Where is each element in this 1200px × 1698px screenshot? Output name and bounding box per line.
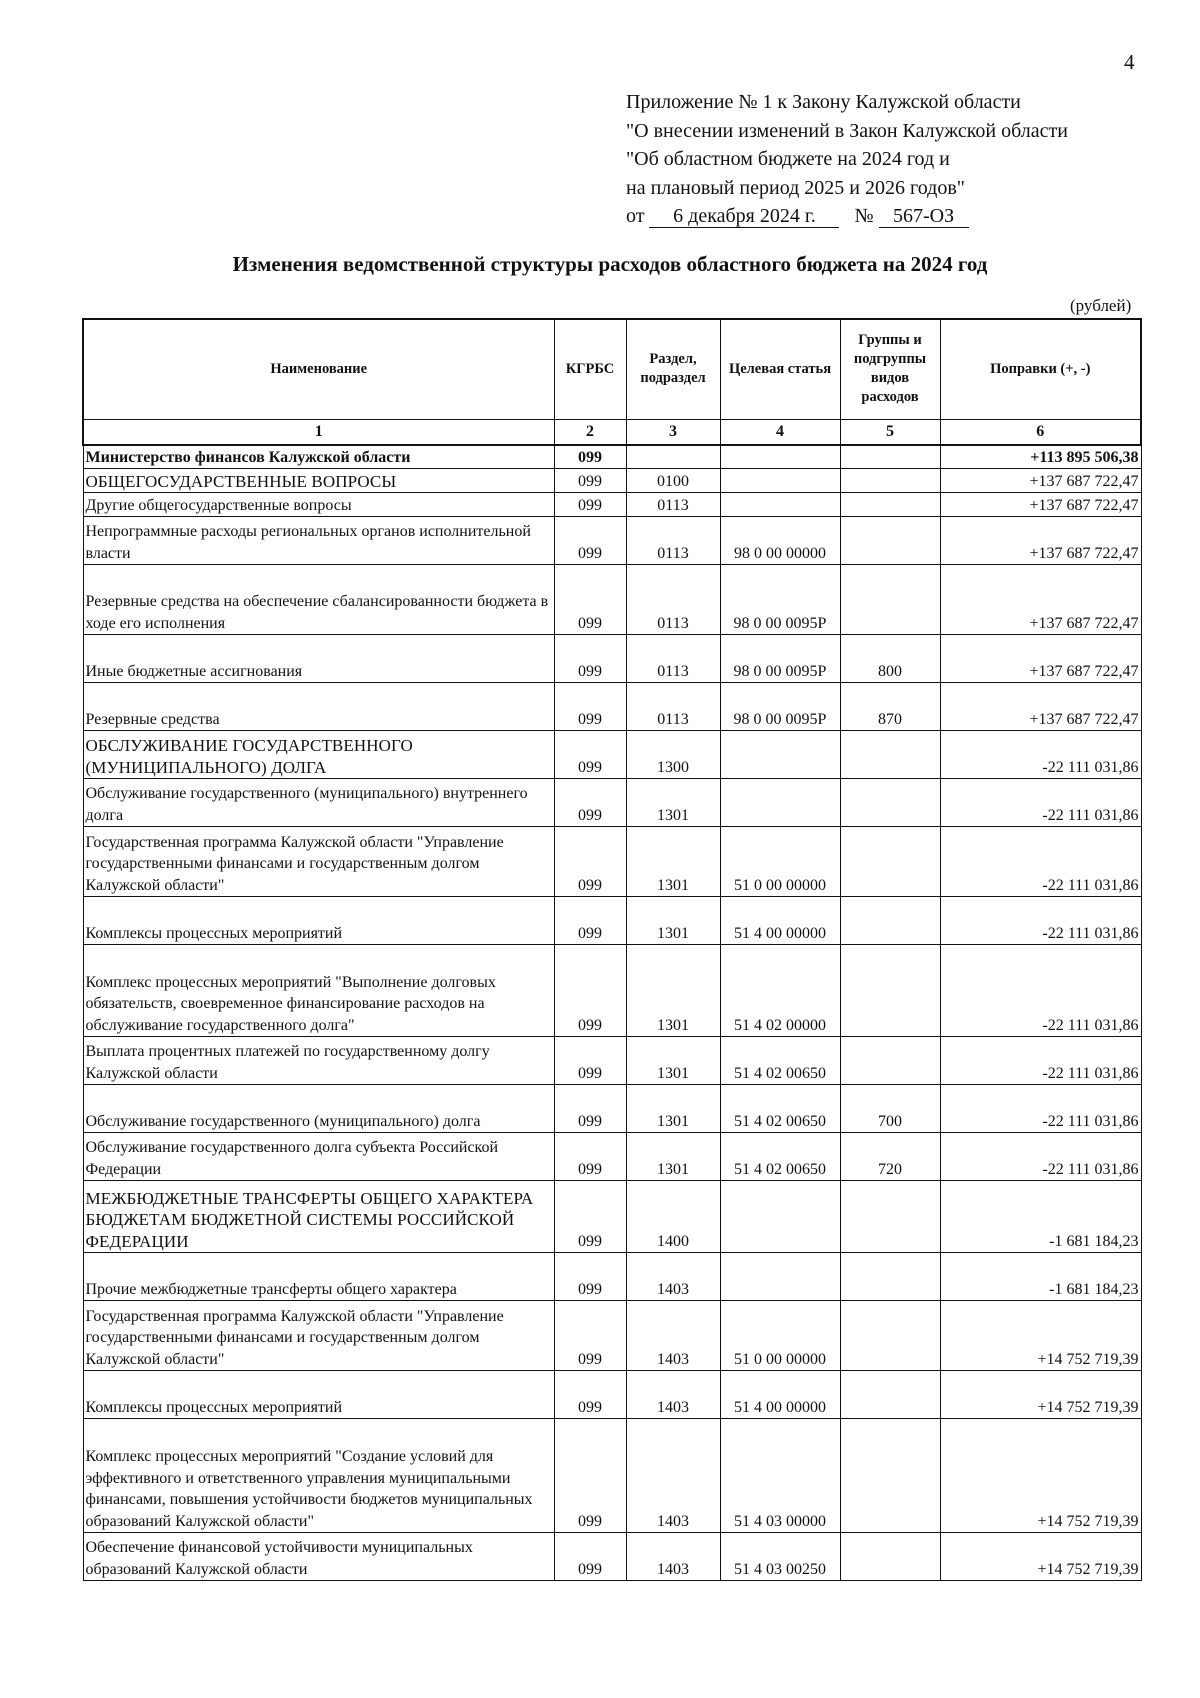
name-cell: Комплексы процессных мероприятий [83, 897, 554, 945]
group-cell [840, 493, 940, 517]
target-cell: 51 4 00 00000 [720, 897, 840, 945]
name-cell: Обеспечение финансовой устойчивости муниципальных образований Калужской области [83, 1533, 554, 1581]
target-cell [720, 779, 840, 827]
kgrbs-cell: 099 [554, 565, 626, 635]
table-row [83, 731, 1141, 779]
kgrbs-cell: 099 [554, 945, 626, 1037]
group-cell: 870 [840, 683, 940, 731]
table-row [83, 1133, 1141, 1181]
appendix-line: Приложение № 1 к Закону Калужской области [626, 91, 1021, 113]
table-row [83, 897, 1141, 945]
name-cell: Резервные средства [83, 683, 554, 731]
amount-cell: +14 752 719,39 [940, 1419, 1141, 1533]
kgrbs-cell: 099 [554, 1533, 626, 1581]
table-row [83, 517, 1141, 565]
table-row [83, 1533, 1141, 1581]
section-cell: 1301 [626, 827, 720, 897]
group-cell [840, 1037, 940, 1085]
group-cell: 720 [840, 1133, 940, 1181]
amount-cell: -1 681 184,23 [940, 1181, 1141, 1253]
table-row [83, 1253, 1141, 1301]
name-cell: Комплекс процессных мероприятий "Выполнение долговых обязательств, своевременное финансирование расходов на обслуживание государственного долга" [83, 945, 554, 1037]
name-cell: Обслуживание государственного (муниципального) внутреннего долга [83, 779, 554, 827]
amount-cell: -22 111 031,86 [940, 1133, 1141, 1181]
group-cell: 700 [840, 1085, 940, 1133]
name-cell: Комплекс процессных мероприятий "Создание условий для эффективного и ответственного управления муниципальными финансами, повышения устойчивости бюджетов муниципальных образований Калужской области" [83, 1419, 554, 1533]
name-cell: Прочие межбюджетные трансферты общего характера [83, 1253, 554, 1301]
group-cell [840, 945, 940, 1037]
kgrbs-cell: 099 [554, 1371, 626, 1419]
kgrbs-cell: 099 [554, 683, 626, 731]
target-cell: 51 0 00 00000 [720, 827, 840, 897]
section-cell: 1301 [626, 1085, 720, 1133]
section-cell: 1300 [626, 731, 720, 779]
document-title: Изменения ведомственной структуры расходов областного бюджета на 2024 год [232, 252, 988, 276]
target-cell [720, 1253, 840, 1301]
table-body [83, 445, 1141, 1581]
amount-cell: -22 111 031,86 [940, 945, 1141, 1037]
appendix-date-line [626, 202, 1146, 231]
section-cell [626, 445, 720, 469]
column-number: 6 [940, 419, 1141, 445]
name-cell: Комплексы процессных мероприятий [83, 1371, 554, 1419]
target-cell: 51 4 00 00000 [720, 1371, 840, 1419]
kgrbs-cell: 099 [554, 1133, 626, 1181]
law-date: 6 декабря 2024 г. [649, 205, 839, 228]
section-cell: 1403 [626, 1371, 720, 1419]
target-cell: 51 4 02 00650 [720, 1133, 840, 1181]
amount-cell: -22 111 031,86 [940, 779, 1141, 827]
number-prefix: № [854, 205, 874, 227]
kgrbs-cell: 099 [554, 1301, 626, 1371]
table-row [83, 945, 1141, 1037]
amount-cell: -22 111 031,86 [940, 827, 1141, 897]
kgrbs-cell: 099 [554, 1253, 626, 1301]
section-cell: 1301 [626, 1037, 720, 1085]
units-label: (рублей) [1070, 296, 1132, 315]
kgrbs-cell: 099 [554, 779, 626, 827]
group-cell [840, 565, 940, 635]
name-cell: Обслуживание государственного долга субъекта Российской Федерации [83, 1133, 554, 1181]
table-row [83, 565, 1141, 635]
section-cell: 0100 [626, 469, 720, 493]
target-cell [720, 731, 840, 779]
group-cell [840, 1371, 940, 1419]
table-row [83, 635, 1141, 683]
section-cell: 1403 [626, 1533, 720, 1581]
page-number: 4 [1124, 50, 1135, 74]
group-cell [840, 1533, 940, 1581]
column-number: 2 [554, 419, 626, 445]
header-amount: Поправки (+, -) [940, 319, 1141, 419]
kgrbs-cell: 099 [554, 731, 626, 779]
group-cell [840, 1419, 940, 1533]
name-cell: ОБСЛУЖИВАНИЕ ГОСУДАРСТВЕННОГО (МУНИЦИПАЛЬНОГО) ДОЛГА [83, 731, 554, 779]
appendix-line: "Об областном бюджете на 2024 год и [626, 148, 950, 170]
kgrbs-cell: 099 [554, 493, 626, 517]
table-row [83, 493, 1141, 517]
date-prefix: от [626, 205, 645, 227]
header-group: Группы и подгруппы видов расходов [840, 319, 940, 419]
column-number: 4 [720, 419, 840, 445]
amount-cell: +113 895 506,38 [940, 445, 1141, 469]
amount-cell: +14 752 719,39 [940, 1533, 1141, 1581]
law-number: 567-ОЗ [879, 205, 969, 228]
name-cell: Резервные средства на обеспечение сбалансированности бюджета в ходе его исполнения [83, 565, 554, 635]
amount-cell: +137 687 722,47 [940, 469, 1141, 493]
appendix-line: "О внесении изменений в Закон Калужской области [626, 119, 1068, 142]
name-cell: Государственная программа Калужской области "Управление государственными финансами и государственным долгом Калужской области" [83, 1301, 554, 1371]
section-cell: 0113 [626, 517, 720, 565]
name-cell: Выплата процентных платежей по государственному долгу Калужской области [83, 1037, 554, 1085]
name-cell: Другие общегосударственные вопросы [83, 493, 554, 517]
table-row [83, 469, 1141, 493]
target-cell [720, 445, 840, 469]
section-cell: 0113 [626, 493, 720, 517]
kgrbs-cell: 099 [554, 1037, 626, 1085]
kgrbs-cell: 099 [554, 1181, 626, 1253]
column-numbers-row [83, 419, 1141, 445]
kgrbs-cell: 099 [554, 897, 626, 945]
target-cell [720, 1181, 840, 1253]
target-cell: 51 4 03 00250 [720, 1533, 840, 1581]
section-cell: 1301 [626, 897, 720, 945]
kgrbs-cell: 099 [554, 445, 626, 469]
target-cell: 98 0 00 0095Р [720, 683, 840, 731]
name-cell: Министерство финансов Калужской области [83, 445, 554, 469]
column-number: 3 [626, 419, 720, 445]
target-cell: 98 0 00 00000 [720, 517, 840, 565]
target-cell [720, 469, 840, 493]
kgrbs-cell: 099 [554, 469, 626, 493]
kgrbs-cell: 099 [554, 635, 626, 683]
section-cell: 0113 [626, 635, 720, 683]
amount-cell: +14 752 719,39 [940, 1301, 1141, 1371]
amount-cell: +137 687 722,47 [940, 683, 1141, 731]
section-cell: 1301 [626, 1133, 720, 1181]
header-section: Раздел, подраздел [626, 319, 720, 419]
group-cell: 800 [840, 635, 940, 683]
amount-cell: -22 111 031,86 [940, 1037, 1141, 1085]
target-cell [720, 493, 840, 517]
amount-cell: -1 681 184,23 [940, 1253, 1141, 1301]
header-kgrbs: КГРБС [554, 319, 626, 419]
amount-cell: +137 687 722,47 [940, 517, 1141, 565]
table-row [83, 779, 1141, 827]
amount-cell: +137 687 722,47 [940, 565, 1141, 635]
target-cell: 51 4 02 00650 [720, 1085, 840, 1133]
header-target: Целевая статья [720, 319, 840, 419]
target-cell: 98 0 00 0095Р [720, 635, 840, 683]
group-cell [840, 731, 940, 779]
amount-cell: +14 752 719,39 [940, 1371, 1141, 1419]
table-row [83, 445, 1141, 469]
section-cell: 1403 [626, 1301, 720, 1371]
name-cell: Обслуживание государственного (муниципального) долга [83, 1085, 554, 1133]
group-cell [840, 897, 940, 945]
group-cell [840, 445, 940, 469]
table-row [83, 1181, 1141, 1253]
amount-cell: +137 687 722,47 [940, 635, 1141, 683]
table-row [83, 827, 1141, 897]
amount-cell: +137 687 722,47 [940, 493, 1141, 517]
kgrbs-cell: 099 [554, 827, 626, 897]
kgrbs-cell: 099 [554, 517, 626, 565]
target-cell: 98 0 00 0095Р [720, 565, 840, 635]
column-number: 5 [840, 419, 940, 445]
table-row [83, 1419, 1141, 1533]
section-cell: 1403 [626, 1253, 720, 1301]
name-cell: Государственная программа Калужской области "Управление государственными финансами и государственным долгом Калужской области" [83, 827, 554, 897]
amount-cell: -22 111 031,86 [940, 1085, 1141, 1133]
table-row [83, 1085, 1141, 1133]
appendix-header [626, 88, 1146, 231]
name-cell: МЕЖБЮДЖЕТНЫЕ ТРАНСФЕРТЫ ОБЩЕГО ХАРАКТЕРА БЮДЖЕТАМ БЮДЖЕТНОЙ СИСТЕМЫ РОССИЙСКОЙ ФЕДЕРАЦИИ [83, 1181, 554, 1253]
name-cell: ОБЩЕГОСУДАРСТВЕННЫЕ ВОПРОСЫ [83, 469, 554, 493]
table-header-row [83, 319, 1141, 419]
section-cell: 1400 [626, 1181, 720, 1253]
amount-cell: -22 111 031,86 [940, 897, 1141, 945]
column-number: 1 [83, 419, 554, 445]
section-cell: 0113 [626, 683, 720, 731]
name-cell: Непрограммные расходы региональных органов исполнительной власти [83, 517, 554, 565]
group-cell [840, 779, 940, 827]
group-cell [840, 1253, 940, 1301]
group-cell [840, 1181, 940, 1253]
target-cell: 51 4 03 00000 [720, 1419, 840, 1533]
appendix-line: на плановый период 2025 и 2026 годов" [626, 176, 965, 199]
group-cell [840, 517, 940, 565]
group-cell [840, 1301, 940, 1371]
section-cell: 1301 [626, 779, 720, 827]
target-cell: 51 4 02 00650 [720, 1037, 840, 1085]
group-cell [840, 827, 940, 897]
section-cell: 0113 [626, 565, 720, 635]
kgrbs-cell: 099 [554, 1085, 626, 1133]
kgrbs-cell: 099 [554, 1419, 626, 1533]
table-row [83, 683, 1141, 731]
target-cell: 51 4 02 00000 [720, 945, 840, 1037]
name-cell: Иные бюджетные ассигнования [83, 635, 554, 683]
section-cell: 1301 [626, 945, 720, 1037]
table-row [83, 1301, 1141, 1371]
amount-cell: -22 111 031,86 [940, 731, 1141, 779]
header-name: Наименование [83, 319, 554, 419]
target-cell: 51 0 00 00000 [720, 1301, 840, 1371]
group-cell [840, 469, 940, 493]
budget-table [82, 318, 1142, 1581]
table-row [83, 1371, 1141, 1419]
table-row [83, 1037, 1141, 1085]
section-cell: 1403 [626, 1419, 720, 1533]
